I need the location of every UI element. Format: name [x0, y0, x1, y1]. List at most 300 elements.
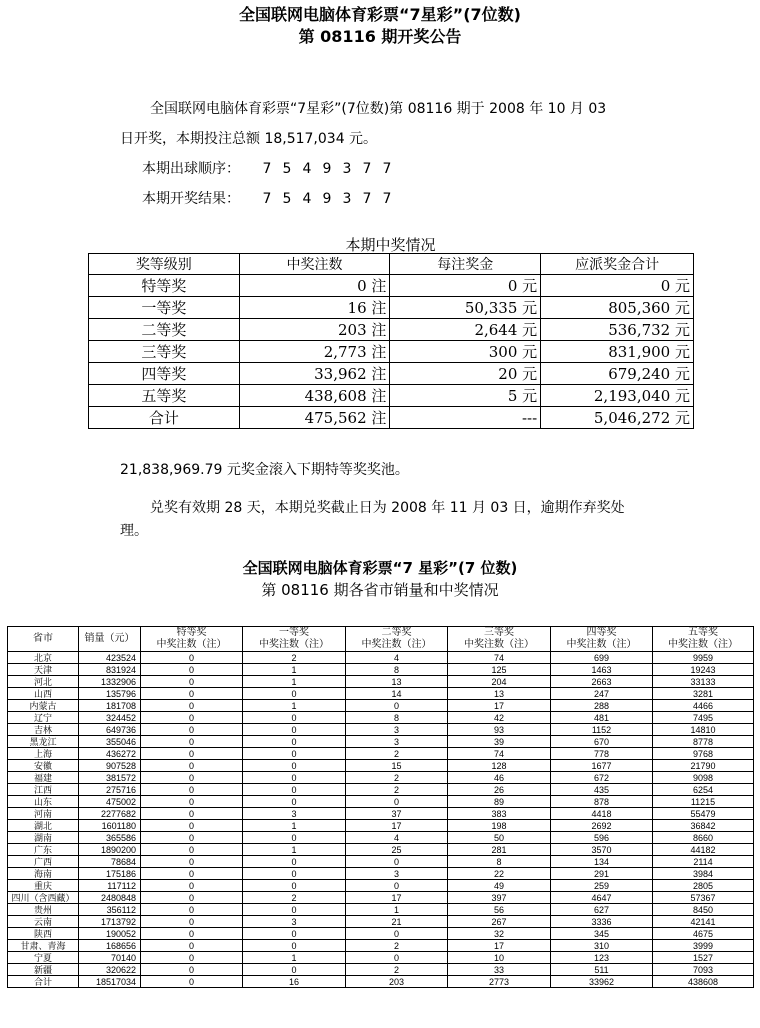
province-sales: 1890200 — [79, 844, 141, 856]
level-2-count: 2 — [346, 772, 448, 784]
draw-order-ball: 9 — [322, 161, 332, 177]
province-name: 云南 — [8, 916, 79, 928]
province-header: 省市 — [8, 627, 79, 652]
province-section-title: 全国联网电脑体育彩票“7 星彩”(7 位数) — [242, 559, 518, 577]
level-2-count: 8 — [346, 664, 448, 676]
level-4-count: 627 — [551, 904, 653, 916]
province-row — [8, 868, 754, 880]
province-section-subtitle: 第 08116 期各省市销量和中奖情况 — [261, 581, 499, 599]
level-0-count: 0 — [141, 688, 243, 700]
level-4-count: 134 — [551, 856, 653, 868]
province-sales: 381572 — [79, 772, 141, 784]
level-1-count: 2 — [243, 892, 346, 904]
level-1-count: 0 — [243, 880, 346, 892]
prize-count: 0 注 — [239, 275, 390, 297]
level-2-count: 14 — [346, 688, 448, 700]
province-sales: 2277682 — [79, 808, 141, 820]
prize-total: 805,360 元 — [541, 297, 694, 319]
prize-table-header — [89, 254, 694, 275]
level-1-count: 0 — [243, 796, 346, 808]
level-4-count: 288 — [551, 700, 653, 712]
level-1-count: 3 — [243, 808, 346, 820]
level-2-count: 0 — [346, 928, 448, 940]
province-row — [8, 892, 754, 904]
level-3-count: 17 — [448, 700, 551, 712]
level-header — [346, 627, 448, 652]
level-1-count: 16 — [243, 976, 346, 988]
level-2-count: 13 — [346, 676, 448, 688]
level-1-count: 0 — [243, 748, 346, 760]
province-name: 广东 — [8, 844, 79, 856]
level-4-count: 1677 — [551, 760, 653, 772]
prize-amount: 5 元 — [390, 385, 541, 407]
province-row — [8, 964, 754, 976]
draw-result-balls — [262, 191, 402, 207]
level-0-count: 0 — [141, 664, 243, 676]
level-2-count: 2 — [346, 784, 448, 796]
level-4-count: 2663 — [551, 676, 653, 688]
level-0-count: 0 — [141, 748, 243, 760]
province-sales: 70140 — [79, 952, 141, 964]
level-3-count: 204 — [448, 676, 551, 688]
draw-result-ball: 7 — [362, 191, 372, 207]
province-row — [8, 916, 754, 928]
prize-row — [89, 319, 694, 341]
level-1-count: 0 — [243, 760, 346, 772]
province-name: 黑龙江 — [8, 736, 79, 748]
prize-amount: 300 元 — [390, 341, 541, 363]
province-name: 福建 — [8, 772, 79, 784]
level-0-count: 0 — [141, 712, 243, 724]
level-0-count: 0 — [141, 652, 243, 664]
level-1-count: 0 — [243, 712, 346, 724]
draw-result-ball: 7 — [382, 191, 392, 207]
level-1-count: 3 — [243, 916, 346, 928]
level-3-count: 2773 — [448, 976, 551, 988]
level-1-count: 1 — [243, 664, 346, 676]
province-sales: 831924 — [79, 664, 141, 676]
province-name: 辽宁 — [8, 712, 79, 724]
level-0-count: 0 — [141, 928, 243, 940]
level-3-count: 8 — [448, 856, 551, 868]
draw-order-ball: 7 — [262, 161, 272, 177]
province-row — [8, 856, 754, 868]
level-4-count: 878 — [551, 796, 653, 808]
announcement-subtitle: 第 08116 期开奖公告 — [298, 27, 462, 46]
province-name: 内蒙古 — [8, 700, 79, 712]
province-sales: 175186 — [79, 868, 141, 880]
level-5-count: 9959 — [653, 652, 754, 664]
province-row — [8, 676, 754, 688]
prize-level: 四等奖 — [89, 363, 240, 385]
province-name: 海南 — [8, 868, 79, 880]
province-sales: 135796 — [79, 688, 141, 700]
level-5-count: 33133 — [653, 676, 754, 688]
draw-order-ball: 5 — [282, 161, 292, 177]
prize-table-caption: 本期中奖情况 — [345, 236, 436, 254]
level-sub: 中奖注数（注） — [464, 639, 534, 650]
level-5-count: 44182 — [653, 844, 754, 856]
level-sub: 中奖注数（注） — [668, 639, 738, 650]
prize-level: 特等奖 — [89, 275, 240, 297]
level-5-count: 8660 — [653, 832, 754, 844]
level-5-count: 55479 — [653, 808, 754, 820]
level-4-count: 4647 — [551, 892, 653, 904]
intro-line-2: 日开奖，本期投注总额 18,517,034 元。 — [120, 131, 378, 147]
level-2-count: 0 — [346, 880, 448, 892]
prize-row — [89, 297, 694, 319]
prize-count: 203 注 — [239, 319, 390, 341]
jackpot-rollover-note: 21,838,969.79 元奖金滚入下期特等奖奖池。 — [120, 462, 409, 478]
province-name: 新疆 — [8, 964, 79, 976]
province-name: 湖南 — [8, 832, 79, 844]
draw-order-label: 本期出球顺序： — [142, 161, 240, 177]
province-row — [8, 844, 754, 856]
province-sales: 181708 — [79, 700, 141, 712]
level-2-count: 0 — [346, 700, 448, 712]
draw-result-ball: 7 — [262, 191, 272, 207]
level-2-count: 3 — [346, 736, 448, 748]
level-0-count: 0 — [141, 916, 243, 928]
prize-count: 33,962 注 — [239, 363, 390, 385]
level-5-count: 19243 — [653, 664, 754, 676]
level-4-count: 1152 — [551, 724, 653, 736]
province-row — [8, 760, 754, 772]
level-4-count: 670 — [551, 736, 653, 748]
level-4-count: 2692 — [551, 820, 653, 832]
draw-order-ball: 3 — [342, 161, 352, 177]
level-2-count: 4 — [346, 832, 448, 844]
level-4-count: 435 — [551, 784, 653, 796]
level-3-count: 26 — [448, 784, 551, 796]
prize-table — [88, 253, 694, 429]
province-sales: 275716 — [79, 784, 141, 796]
level-2-count: 4 — [346, 652, 448, 664]
level-0-count: 0 — [141, 952, 243, 964]
level-0-count: 0 — [141, 892, 243, 904]
level-5-count: 9098 — [653, 772, 754, 784]
level-5-count: 2114 — [653, 856, 754, 868]
province-sales: 18517034 — [79, 976, 141, 988]
level-0-count: 0 — [141, 904, 243, 916]
level-3-count: 13 — [448, 688, 551, 700]
level-5-count: 8778 — [653, 736, 754, 748]
level-3-count: 50 — [448, 832, 551, 844]
province-sales: 1713792 — [79, 916, 141, 928]
draw-result-row — [142, 188, 402, 208]
column-header: 中奖注数 — [239, 254, 390, 275]
prize-total: 831,900 元 — [541, 341, 694, 363]
level-2-count: 1 — [346, 904, 448, 916]
prize-row — [89, 275, 694, 297]
level-3-count: 128 — [448, 760, 551, 772]
province-row — [8, 952, 754, 964]
level-2-count: 15 — [346, 760, 448, 772]
level-0-count: 0 — [141, 880, 243, 892]
province-row — [8, 700, 754, 712]
prize-total: 2,193,040 元 — [541, 385, 694, 407]
level-5-count: 42141 — [653, 916, 754, 928]
province-sales: 365586 — [79, 832, 141, 844]
level-2-count: 3 — [346, 724, 448, 736]
province-row — [8, 976, 754, 988]
prize-count: 475,562 注 — [239, 407, 390, 429]
level-3-count: 89 — [448, 796, 551, 808]
announcement-title: 全国联网电脑体育彩票“7星彩”(7位数) — [239, 5, 521, 24]
level-1-count: 1 — [243, 676, 346, 688]
province-sales: 324452 — [79, 712, 141, 724]
province-name: 广西 — [8, 856, 79, 868]
draw-result-ball: 5 — [282, 191, 292, 207]
level-5-count: 2805 — [653, 880, 754, 892]
level-sub: 中奖注数（注） — [259, 639, 329, 650]
level-2-count: 2 — [346, 748, 448, 760]
level-sub: 中奖注数（注） — [566, 639, 637, 650]
province-row — [8, 940, 754, 952]
province-name: 河北 — [8, 676, 79, 688]
province-name: 北京 — [8, 652, 79, 664]
province-row — [8, 772, 754, 784]
level-5-count: 4675 — [653, 928, 754, 940]
level-3-count: 46 — [448, 772, 551, 784]
level-5-count: 57367 — [653, 892, 754, 904]
level-4-count: 1463 — [551, 664, 653, 676]
province-sales: 423524 — [79, 652, 141, 664]
level-0-count: 0 — [141, 772, 243, 784]
level-5-count: 9768 — [653, 748, 754, 760]
level-1-count: 0 — [243, 928, 346, 940]
level-2-count: 3 — [346, 868, 448, 880]
province-row — [8, 688, 754, 700]
level-name: 一等奖 — [279, 627, 309, 638]
level-5-count: 438608 — [653, 976, 754, 988]
level-1-count: 0 — [243, 832, 346, 844]
province-name: 上海 — [8, 748, 79, 760]
province-sales: 190052 — [79, 928, 141, 940]
prize-count: 2,773 注 — [239, 341, 390, 363]
level-3-count: 93 — [448, 724, 551, 736]
province-name: 四川（含西藏） — [8, 892, 79, 904]
level-3-count: 74 — [448, 748, 551, 760]
level-2-count: 203 — [346, 976, 448, 988]
level-0-count: 0 — [141, 964, 243, 976]
level-2-count: 2 — [346, 964, 448, 976]
level-1-count: 1 — [243, 844, 346, 856]
level-2-count: 8 — [346, 712, 448, 724]
level-0-count: 0 — [141, 820, 243, 832]
draw-result-ball: 3 — [342, 191, 352, 207]
column-header: 奖等级别 — [89, 254, 240, 275]
level-0-count: 0 — [141, 940, 243, 952]
level-3-count: 39 — [448, 736, 551, 748]
level-4-count: 247 — [551, 688, 653, 700]
level-2-count: 17 — [346, 820, 448, 832]
level-3-count: 56 — [448, 904, 551, 916]
level-3-count: 198 — [448, 820, 551, 832]
level-4-count: 259 — [551, 880, 653, 892]
level-2-count: 21 — [346, 916, 448, 928]
level-4-count: 3336 — [551, 916, 653, 928]
level-3-count: 32 — [448, 928, 551, 940]
province-name: 重庆 — [8, 880, 79, 892]
province-sales: 907528 — [79, 760, 141, 772]
province-name: 合计 — [8, 976, 79, 988]
level-2-count: 37 — [346, 808, 448, 820]
prize-level: 三等奖 — [89, 341, 240, 363]
province-row — [8, 928, 754, 940]
level-5-count: 7093 — [653, 964, 754, 976]
level-4-count: 511 — [551, 964, 653, 976]
level-4-count: 3570 — [551, 844, 653, 856]
level-4-count: 291 — [551, 868, 653, 880]
prize-row — [89, 385, 694, 407]
column-header: 每注奖金 — [390, 254, 541, 275]
province-row — [8, 880, 754, 892]
level-4-count: 310 — [551, 940, 653, 952]
prize-amount: 0 元 — [390, 275, 541, 297]
province-name: 安徽 — [8, 760, 79, 772]
level-0-count: 0 — [141, 832, 243, 844]
level-1-count: 0 — [243, 940, 346, 952]
redeem-note-line-1: 兑奖有效期 28 天，本期兑奖截止日为 2008 年 11 月 03 日，逾期作弃奖处 — [150, 500, 625, 516]
level-3-count: 10 — [448, 952, 551, 964]
level-2-count: 0 — [346, 796, 448, 808]
prize-amount: 2,644 元 — [390, 319, 541, 341]
province-row — [8, 664, 754, 676]
prize-row — [89, 363, 694, 385]
sales-header: 销量（元） — [79, 627, 141, 652]
province-row — [8, 820, 754, 832]
level-name: 特等奖 — [176, 627, 207, 638]
level-0-count: 0 — [141, 868, 243, 880]
province-name: 湖北 — [8, 820, 79, 832]
prize-row — [89, 341, 694, 363]
level-2-count: 2 — [346, 940, 448, 952]
level-0-count: 0 — [141, 976, 243, 988]
level-1-count: 0 — [243, 904, 346, 916]
level-header — [653, 627, 754, 652]
province-sales: 117112 — [79, 880, 141, 892]
level-4-count: 4418 — [551, 808, 653, 820]
level-4-count: 699 — [551, 652, 653, 664]
level-5-count: 3281 — [653, 688, 754, 700]
level-name: 三等奖 — [484, 627, 514, 638]
level-3-count: 125 — [448, 664, 551, 676]
level-5-count: 4466 — [653, 700, 754, 712]
province-sales: 355046 — [79, 736, 141, 748]
level-0-count: 0 — [141, 856, 243, 868]
province-name: 甘肃、青海 — [8, 940, 79, 952]
province-name: 江西 — [8, 784, 79, 796]
draw-order-row — [142, 158, 402, 178]
level-5-count: 14810 — [653, 724, 754, 736]
draw-result-ball: 4 — [302, 191, 312, 207]
prize-count: 438,608 注 — [239, 385, 390, 407]
level-0-count: 0 — [141, 808, 243, 820]
level-0-count: 0 — [141, 724, 243, 736]
draw-result-ball: 9 — [322, 191, 332, 207]
province-sales: 320622 — [79, 964, 141, 976]
level-2-count: 25 — [346, 844, 448, 856]
level-name: 四等奖 — [586, 627, 617, 638]
province-sales: 436272 — [79, 748, 141, 760]
province-name: 山东 — [8, 796, 79, 808]
province-row — [8, 748, 754, 760]
level-sub: 中奖注数（注） — [156, 639, 227, 650]
column-header: 应派奖金合计 — [541, 254, 694, 275]
level-3-count: 49 — [448, 880, 551, 892]
level-3-count: 42 — [448, 712, 551, 724]
level-0-count: 0 — [141, 700, 243, 712]
level-0-count: 0 — [141, 676, 243, 688]
draw-order-balls — [262, 161, 402, 177]
prize-total: 679,240 元 — [541, 363, 694, 385]
prize-level: 五等奖 — [89, 385, 240, 407]
province-table-header — [8, 627, 754, 652]
province-name: 天津 — [8, 664, 79, 676]
level-name: 五等奖 — [688, 627, 718, 638]
level-2-count: 17 — [346, 892, 448, 904]
level-0-count: 0 — [141, 760, 243, 772]
level-name: 二等奖 — [381, 627, 412, 638]
level-1-count: 0 — [243, 772, 346, 784]
level-5-count: 3999 — [653, 940, 754, 952]
province-sales: 649736 — [79, 724, 141, 736]
level-1-count: 1 — [243, 820, 346, 832]
level-1-count: 1 — [243, 700, 346, 712]
level-4-count: 123 — [551, 952, 653, 964]
level-sub: 中奖注数（注） — [361, 639, 432, 650]
prize-amount: 50,335 元 — [390, 297, 541, 319]
intro-line-1: 全国联网电脑体育彩票“7星彩”(7位数)第 08116 期于 2008 年 10 月 03 — [150, 101, 607, 117]
province-name: 吉林 — [8, 724, 79, 736]
level-5-count: 3984 — [653, 868, 754, 880]
level-1-count: 0 — [243, 964, 346, 976]
level-3-count: 383 — [448, 808, 551, 820]
level-1-count: 0 — [243, 856, 346, 868]
province-row — [8, 712, 754, 724]
prize-level: 一等奖 — [89, 297, 240, 319]
level-3-count: 17 — [448, 940, 551, 952]
province-name: 山西 — [8, 688, 79, 700]
level-5-count: 6254 — [653, 784, 754, 796]
prize-total: 5,046,272 元 — [541, 407, 694, 429]
level-4-count: 596 — [551, 832, 653, 844]
level-5-count: 21790 — [653, 760, 754, 772]
province-row — [8, 796, 754, 808]
level-5-count: 11215 — [653, 796, 754, 808]
province-sales: 2480848 — [79, 892, 141, 904]
redeem-note-line-2: 理。 — [120, 523, 148, 539]
draw-order-ball: 7 — [382, 161, 392, 177]
level-5-count: 1527 — [653, 952, 754, 964]
level-4-count: 778 — [551, 748, 653, 760]
province-table — [7, 626, 754, 988]
level-0-count: 0 — [141, 844, 243, 856]
level-header — [551, 627, 653, 652]
province-row — [8, 904, 754, 916]
level-2-count: 0 — [346, 952, 448, 964]
level-3-count: 397 — [448, 892, 551, 904]
level-header — [243, 627, 346, 652]
prize-amount: --- — [390, 407, 541, 429]
level-1-count: 0 — [243, 724, 346, 736]
draw-result-label: 本期开奖结果： — [142, 191, 240, 207]
prize-count: 16 注 — [239, 297, 390, 319]
level-1-count: 0 — [243, 736, 346, 748]
level-3-count: 267 — [448, 916, 551, 928]
province-row — [8, 736, 754, 748]
